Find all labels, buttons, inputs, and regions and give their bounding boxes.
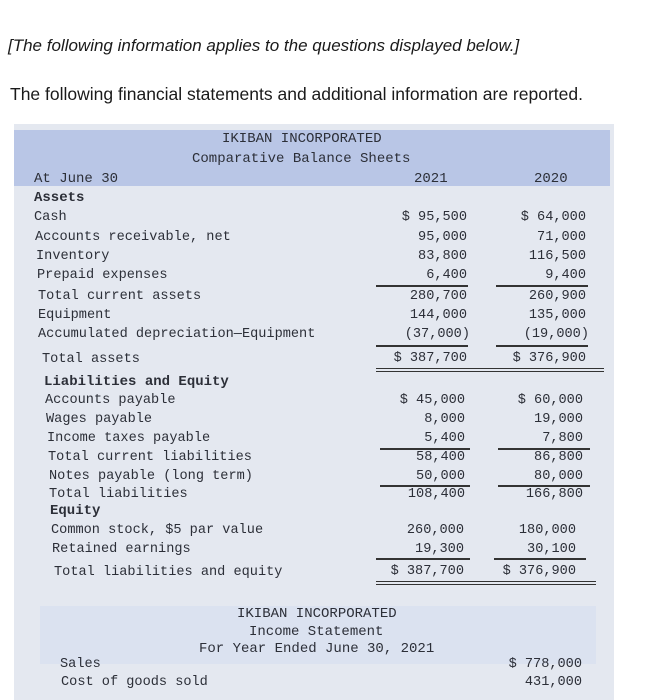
value-2020: $ 60,000 [517,393,583,408]
value-2021: 8,000 [424,412,465,427]
total-double-rule [376,368,604,372]
value-2021: $ 778,000 [508,657,582,672]
value-2020: 180,000 [518,523,576,538]
value-2021: 144,000 [409,308,467,323]
value-2020: 30,100 [527,542,576,557]
assets-heading: Assets [34,190,85,206]
is-period: For Year Ended June 30, 2021 [199,641,435,657]
value-2020: 135,000 [528,308,586,323]
value-2020: $ 376,900 [502,564,576,579]
row-label: Inventory [36,249,110,264]
value-2020: 9,400 [545,268,586,283]
is-title: Income Statement [249,624,384,640]
value-2020: 7,800 [542,431,583,446]
value-2021: 19,300 [415,542,464,557]
subtotal-rule [496,285,588,287]
row-label: Total current assets [38,289,202,304]
value-2020: 166,800 [525,487,583,502]
value-2021: 260,000 [406,523,464,538]
subtotal-rule [376,345,468,347]
row-label: Total liabilities and equity [54,565,283,580]
value-2020: 71,000 [537,230,586,245]
row-label: Sales [60,657,101,672]
bs-company: IKIBAN INCORPORATED [222,131,382,147]
intro-text: The following financial statements and additional information are reported. [10,84,583,104]
value-2021: (37,000) [404,327,470,342]
row-label: Wages payable [46,412,153,427]
bs-title: Comparative Balance Sheets [192,151,411,167]
row-label: Accounts receivable, net [35,230,231,245]
value-2020: 80,000 [534,469,583,484]
value-2021: 83,800 [418,249,467,264]
row-label: Notes payable (long term) [49,469,253,484]
bs-date-label: At June 30 [34,171,119,187]
value-2021: $ 387,700 [393,351,467,366]
col-2020-header: 2020 [534,171,568,187]
subtotal-rule [496,345,588,347]
value-2021: 108,400 [407,487,465,502]
row-label: Accounts payable [45,393,176,408]
row-label: Accumulated depreciation—Equipment [38,327,316,342]
intro-note: [The following information applies to the questions displayed below.] [8,36,520,55]
row-label: Equipment [38,308,112,323]
row-label: Cash [34,210,67,225]
value-2020: 116,500 [528,249,586,264]
subtotal-rule [494,558,586,560]
value-2021: 50,000 [416,469,465,484]
value-2020: $ 376,900 [512,351,586,366]
row-label: Cost of goods sold [61,675,208,690]
value-2020: 19,000 [534,412,583,427]
value-2021: $ 95,500 [401,210,467,225]
subtotal-rule [376,558,470,560]
total-double-rule [376,581,596,585]
value-2020: (19,000) [523,327,589,342]
value-2020: $ 64,000 [520,210,586,225]
is-company: IKIBAN INCORPORATED [237,606,397,622]
value-2021: $ 387,700 [390,564,464,579]
value-2021: 5,400 [424,431,465,446]
subtotal-rule [376,285,468,287]
value-2021: 431,000 [524,675,582,690]
value-2020: 86,800 [534,450,583,465]
liabilities-heading: Liabilities and Equity [44,374,229,390]
value-2021: 280,700 [409,289,467,304]
row-label: Income taxes payable [47,431,211,446]
value-2021: $ 45,000 [399,393,465,408]
row-label: Total liabilities [49,487,188,502]
value-2021: 95,000 [418,230,467,245]
row-label: Prepaid expenses [37,268,168,283]
value-2020: 260,900 [528,289,586,304]
row-label: Total current liabilities [48,450,252,465]
value-2021: 58,400 [416,450,465,465]
equity-heading: Equity [50,503,101,519]
row-label: Total assets [42,352,140,367]
row-label: Retained earnings [52,542,191,557]
row-label: Common stock, $5 par value [51,523,264,538]
value-2021: 6,400 [426,268,467,283]
col-2021-header: 2021 [414,171,448,187]
